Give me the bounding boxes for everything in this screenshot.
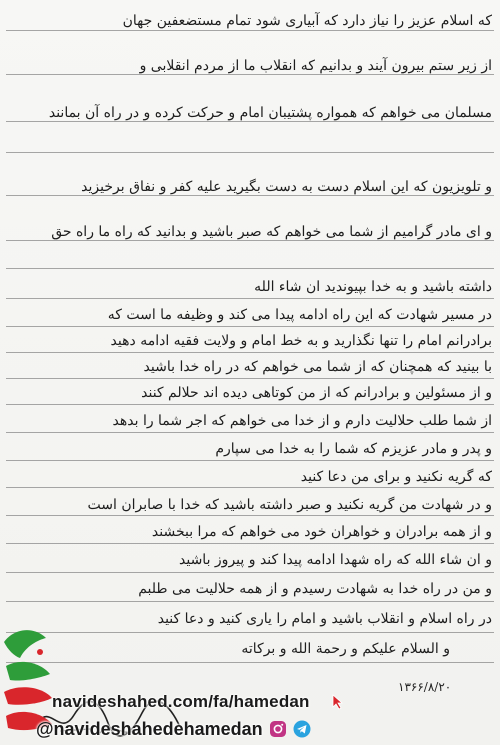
ruled-line xyxy=(6,268,494,269)
telegram-icon xyxy=(293,720,311,738)
ruled-line xyxy=(6,152,494,153)
ruled-line xyxy=(6,404,494,405)
ruled-line xyxy=(6,460,494,461)
ruled-line xyxy=(6,662,494,663)
closing-salutation: و السلام علیکم و رحمة الله و برکاته xyxy=(241,641,450,657)
letter-line: در راه اسلام و انقلاب باشید و امام را یاری کنید و دعا کنید xyxy=(157,611,492,627)
ruled-line xyxy=(6,543,494,544)
instagram-icon xyxy=(269,720,287,738)
letter-line: داشته باشید و به خدا بپیوندید ان شاء الله xyxy=(254,279,492,295)
letter-line: و تلویزیون که این اسلام دست به دست بگیرید علیه کفر و نفاق برخیزید xyxy=(81,179,492,195)
ruled-line xyxy=(6,298,494,299)
letter-date: ۱۳۶۶/۸/۲۰ xyxy=(398,680,452,694)
letter-line: و از مسئولین و برادرانم که از من کوتاهی دیده اند حلالم کنند xyxy=(141,385,492,401)
social-handle-row xyxy=(36,716,311,742)
ruled-line xyxy=(6,326,494,327)
letter-line: مسلمان می خواهم که همواره پشتیبان امام و حرکت کرده و در راه آن بمانند xyxy=(48,105,492,121)
letter-line: و از همه برادران و خواهران خود می خواهم که مرا ببخشند xyxy=(151,524,492,540)
ruled-line xyxy=(6,632,494,633)
letter-line: از زیر ستم بیرون آیند و بدانیم که انقلاب ما از مردم انقلابی و xyxy=(139,58,492,74)
letter-line: از شما طلب حلالیت دارم و از خدا می خواهم که اجر شما را بدهد xyxy=(112,413,492,429)
ruled-line xyxy=(6,432,494,433)
social-handle: @navideshahedehamedan xyxy=(36,718,263,739)
letter-line: و ان شاء الله که راه شهدا ادامه پیدا کند و پیروز باشید xyxy=(179,552,492,568)
ruled-line xyxy=(6,378,494,379)
ruled-line xyxy=(6,572,494,573)
letter-line: با بینید که همچنان که از شما می خواهم که در راه خدا باشید xyxy=(143,359,492,375)
letter-line: و ای مادر گرامیم از شما می خواهم که صبر باشید و بدانید که راه ما راه حق xyxy=(51,224,492,240)
mouse-cursor-icon xyxy=(332,694,344,710)
letter-line: و پدر و مادر عزیزم که شما را به خدا می سپارم xyxy=(215,441,492,457)
letter-line: و من در راه خدا به شهادت رسیدم و از همه حلالیت می طلبم xyxy=(138,581,492,597)
ruled-line xyxy=(6,601,494,602)
letter-line: که اسلام عزیز را نیاز دارد که آبیاری شود تمام مستضعفین جهان xyxy=(122,13,492,29)
ruled-line xyxy=(6,352,494,353)
letter-line: و در شهادت من گریه نکنید و صبر داشته باشید که خدا با صابران است xyxy=(87,497,492,513)
website-url: navideshahed.com/fa/hamedan xyxy=(52,692,310,711)
letter-line: در مسیر شهادت که این راه ادامه پیدا می کند و وظیفه ما است که xyxy=(107,307,492,323)
letter-line: برادرانم امام را تنها نگذارید و به خط امام و ولایت فقیه ادامه دهید xyxy=(110,333,492,349)
letter-line: که گریه نکنید و برای من دعا کنید xyxy=(300,469,492,485)
